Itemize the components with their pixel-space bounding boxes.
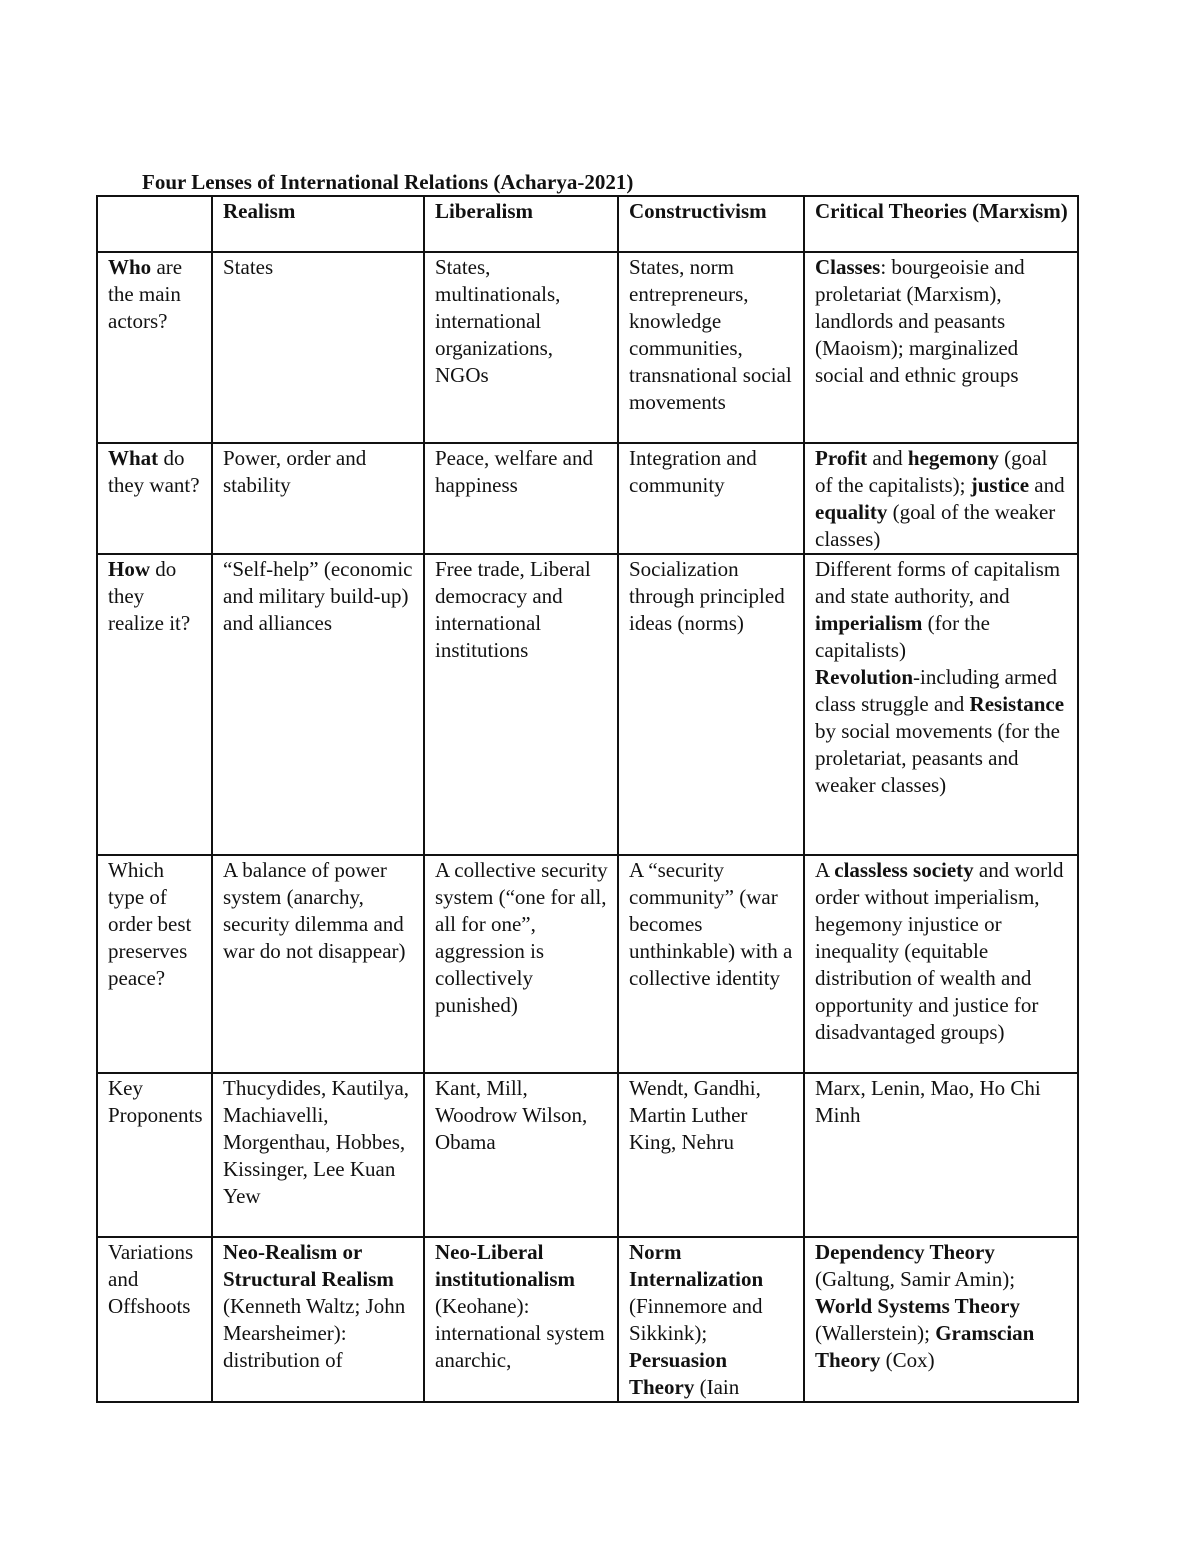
plain-text: (goal of the capitalists); — [815, 446, 1048, 497]
table-row — [97, 855, 1078, 1073]
plain-text: (goal of the weaker classes) — [815, 500, 1056, 551]
row-label-variations: Variations and Offshoots — [97, 1237, 212, 1402]
cell-realism-proponents: Thucydides, Kautilya, Machiavelli, Morgenthau, Hobbes, Kissinger, Lee Kuan Yew — [212, 1073, 424, 1237]
table-row — [97, 554, 1078, 855]
bold-text: Revolution — [815, 665, 914, 689]
cell-liberalism-how: Free trade, Liberal democracy and international institutions — [424, 554, 618, 855]
table-row — [97, 443, 1078, 554]
table-row — [97, 252, 1078, 443]
cell-critical-variations — [804, 1237, 1078, 1402]
table-row — [97, 1237, 1078, 1402]
bold-text: Norm Internalization — [629, 1240, 764, 1291]
cell-critical-proponents: Marx, Lenin, Mao, Ho Chi Minh — [804, 1073, 1078, 1237]
bold-text: Resistance — [969, 692, 1065, 716]
bold-text: equality — [815, 500, 888, 524]
plain-text: (Finnemore and Sikkink); — [629, 1294, 763, 1345]
plain-text: : bourgeoisie and proletariat (Marxism), landlords and peasants (Maoism); marginalized social and ethnic groups — [815, 255, 1025, 387]
plain-text: (Galtung, Samir Amin); — [815, 1267, 1016, 1291]
bold-text: imperialism — [815, 611, 923, 635]
row-label-how — [97, 554, 212, 855]
plain-text: and world order without imperialism, hegemony injustice or inequality (equitable distribution of wealth and opportunity and justice for disadvantaged groups) — [815, 858, 1064, 1044]
cell-realism-actors: States — [212, 252, 424, 443]
row-label-bold: Who — [108, 255, 152, 279]
cell-critical-want — [804, 443, 1078, 554]
bold-text: World Systems Theory — [815, 1294, 1020, 1318]
bold-text: Classes — [815, 255, 881, 279]
bold-text: Dependency Theory — [815, 1240, 995, 1264]
plain-text: (Keohane): international system anarchic, — [435, 1294, 605, 1372]
cell-liberalism-variations — [424, 1237, 618, 1402]
page-title: Four Lenses of International Relations (Acharya-2021) — [142, 170, 634, 194]
plain-text: and — [1029, 473, 1065, 497]
cell-critical-actors — [804, 252, 1078, 443]
bold-text: hegemony — [907, 446, 999, 470]
cell-constructivism-actors: States, norm entrepreneurs, knowledge communities, transnational social movements — [618, 252, 804, 443]
cell-constructivism-order: A “security community” (war becomes unthinkable) with a collective identity — [618, 855, 804, 1073]
bold-text: Persuasion Theory — [629, 1348, 728, 1399]
cell-constructivism-want: Integration and community — [618, 443, 804, 554]
header-critical-theories: Critical Theories (Marxism) — [804, 196, 1078, 252]
plain-text: (Cox) — [880, 1348, 935, 1372]
cell-line — [815, 664, 1068, 799]
row-label-bold: What — [108, 446, 159, 470]
plain-text: and — [867, 446, 908, 470]
header-liberalism: Liberalism — [424, 196, 618, 252]
table-header-row — [97, 196, 1078, 252]
cell-constructivism-how: Socialization through principled ideas (norms) — [618, 554, 804, 855]
bold-text: Gramscian Theory — [815, 1321, 1035, 1372]
cell-liberalism-proponents: Kant, Mill, Woodrow Wilson, Obama — [424, 1073, 618, 1237]
plain-text: (Iain — [694, 1375, 740, 1399]
cell-realism-order: A balance of power system (anarchy, security dilemma and war do not disappear) — [212, 855, 424, 1073]
row-label-proponents: Key Proponents — [97, 1073, 212, 1237]
header-corner-cell — [97, 196, 212, 252]
row-label-order: Which type of order best preserves peace? — [97, 855, 212, 1073]
plain-text: Different forms of capitalism and state authority, and — [815, 557, 1061, 608]
row-label-text: are the main actors? — [108, 255, 183, 333]
cell-realism-variations — [212, 1237, 424, 1402]
cell-critical-how — [804, 554, 1078, 855]
plain-text: by social movements (for the proletariat, peasants and weaker classes) — [815, 719, 1060, 797]
row-label-text: do they want? — [108, 446, 200, 497]
row-label-text: do they realize it? — [108, 557, 191, 635]
cell-liberalism-want: Peace, welfare and happiness — [424, 443, 618, 554]
row-label-bold: How — [108, 557, 150, 581]
header-constructivism: Constructivism — [618, 196, 804, 252]
bold-text: classless society — [834, 858, 974, 882]
four-lenses-table — [96, 195, 1079, 1403]
bold-text: Neo-Realism or Structural Realism — [223, 1240, 394, 1291]
bold-text: Neo-Liberal institutionalism — [435, 1240, 576, 1291]
row-label-want — [97, 443, 212, 554]
table-row — [97, 1073, 1078, 1237]
cell-liberalism-order: A collective security system (“one for all, all for one”, aggression is collectively punished) — [424, 855, 618, 1073]
cell-constructivism-variations — [618, 1237, 804, 1402]
cell-constructivism-proponents: Wendt, Gandhi, Martin Luther King, Nehru — [618, 1073, 804, 1237]
cell-realism-want: Power, order and stability — [212, 443, 424, 554]
plain-text: (for the capitalists) — [815, 611, 990, 662]
cell-critical-order — [804, 855, 1078, 1073]
cell-liberalism-actors: States, multinationals, international organizations, NGOs — [424, 252, 618, 443]
row-label-actors — [97, 252, 212, 443]
plain-text: A — [815, 858, 835, 882]
cell-realism-how: “Self-help” (economic and military build-up) and alliances — [212, 554, 424, 855]
header-realism: Realism — [212, 196, 424, 252]
plain-text: -including armed class struggle and — [815, 665, 1058, 716]
plain-text: (Wallerstein); — [815, 1321, 936, 1345]
bold-text: justice — [970, 473, 1030, 497]
bold-text: Profit — [815, 446, 868, 470]
plain-text: (Kenneth Waltz; John Mearsheimer): distribution of — [223, 1294, 406, 1372]
